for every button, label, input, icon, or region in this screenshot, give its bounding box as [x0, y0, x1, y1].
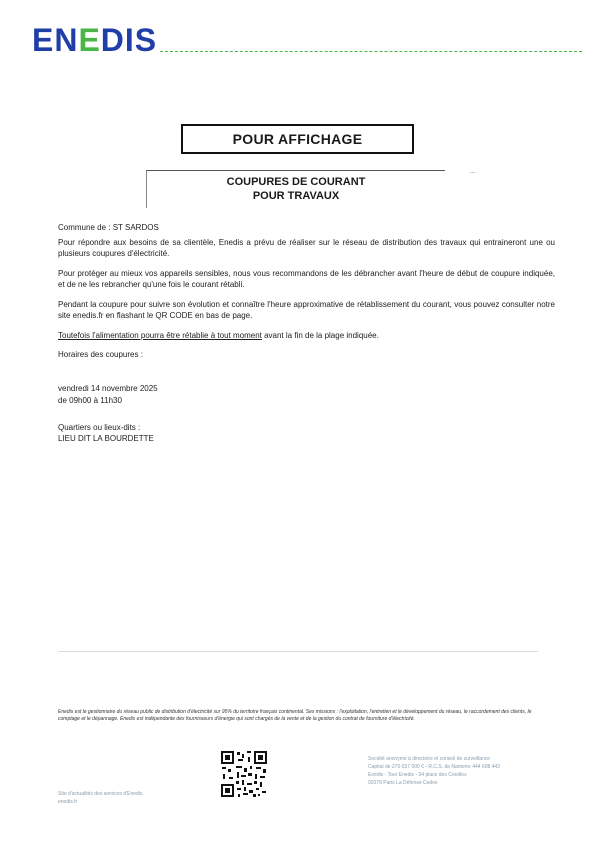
footer-company-line: 92079 Paris La Défense Cedex — [368, 780, 438, 786]
paragraph-appliances: Pour protéger au mieux vos appareils sensibles, nous vous recommandons de les débrancher avant l'heure de début de coupure indiquée, et de ne les rebrancher qu'une fois le courant rétabli. — [58, 269, 555, 289]
coupures-title-line2: POUR TRAVAUX — [252, 190, 340, 202]
enedis-logo: ENEDIS — [32, 22, 158, 58]
restoration-rest: avant la fin de la plage indiquée. — [261, 331, 379, 340]
outage-date: vendredi 14 novembre 2025 — [58, 384, 158, 393]
footer-site-info — [58, 790, 142, 806]
horaires-label: Horaires des coupures : — [58, 350, 143, 359]
footer-site-link[interactable]: enedis.fr — [58, 799, 78, 805]
paragraph-intro: Pour répondre aux besoins de sa clientèle, Enedis a prévu de réaliser sur le réseau de distribution des travaux qui entraineront une ou plusieurs coupures d'électricité. — [58, 238, 555, 258]
footer-company-line: Société anonyme à directoire et conseil de surveillance — [368, 756, 491, 762]
footer-divider — [58, 651, 538, 652]
commune-label: Commune de : — [58, 223, 111, 232]
qr-code-icon[interactable] — [220, 750, 268, 798]
pour-affichage-title: POUR AFFICHAGE — [181, 124, 414, 154]
quartier-item: LIEU DIT LA BOURDETTE — [58, 434, 154, 443]
footer-company-line: Capital de 270 037 000 € - R.C.S. de Nanterre 444 608 442 — [368, 764, 501, 770]
coupures-title — [146, 170, 445, 208]
commune-value: ST SARDOS — [112, 223, 159, 232]
footer-site-label: Site d'actualités des services d'Enedis — [58, 791, 143, 797]
restoration-underlined: Toutefois l'alimentation pourra être rétablie à tout moment — [58, 331, 262, 340]
footer-company-info — [368, 755, 500, 787]
coupures-title-line1: COUPURES DE COURANT — [226, 176, 366, 188]
paragraph-restoration — [58, 330, 555, 341]
commune-line — [58, 222, 555, 233]
small-mark: ... — [470, 169, 476, 175]
quartiers-label: Quartiers ou lieux-dits : — [58, 423, 141, 432]
paragraph-qr-info: Pendant la coupure pour suivre son évolution et connaître l'heure approximative de rétablissement du courant, vous pouvez consulter notre site enedis.fr en flashant le QR CODE en bas de page. — [58, 300, 555, 320]
footer-company-line: Enedis - Tour Enedis - 34 place des Corolles — [368, 772, 467, 778]
header-divider — [160, 51, 582, 52]
legal-notice: Enedis est le gestionnaire du réseau public de distribution d'électricité sur 95% du territoire français continental. Ses missions : l'exploitation, l'entretien et le développement du réseau, le raccordement des clients, le comptage et le dépannage. Enedis est indépendante des fournisseurs d'énergie qui sont chargés de la vente et de la gestion du contrat de fourniture d'électricité. — [58, 709, 532, 722]
outage-time: de 09h00 à 11h30 — [58, 396, 122, 405]
